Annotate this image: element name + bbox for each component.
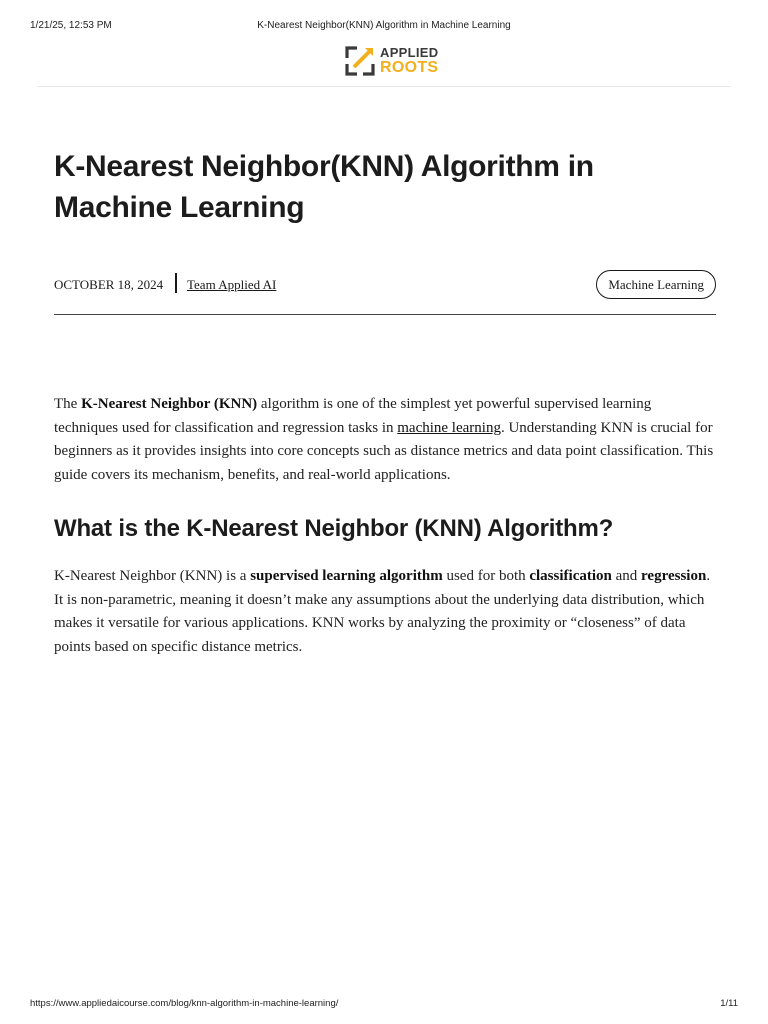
intro-paragraph [54,393,716,487]
article-meta [54,270,716,300]
intro-text-3: . Understanding KNN is crucial for beginners as it provides insights into core concepts such as distance metrics and data point classification. This guide covers its mechanism, benefits, and real-world applications. [54,419,714,483]
section-text-2: used for both [442,568,530,584]
section-bold-classification: classification [529,568,612,584]
print-datetime: 1/21/25, 12:53 PM [30,20,112,31]
machine-learning-link[interactable]: machine learning [397,419,501,436]
print-doc-title: K-Nearest Neighbor(KNN) Algorithm in Machine Learning [257,20,511,31]
section-heading: What is the K-Nearest Neighbor (KNN) Algorithm? [54,515,614,542]
section-paragraph [54,565,716,659]
article [54,146,716,659]
applied-roots-logo-icon [345,46,375,76]
section-text-1: K-Nearest Neighbor (KNN) is a [54,568,251,584]
publish-date: OCTOBER 18, 2024 [54,277,164,292]
section-text-4: . It is non-parametric, meaning it doesn’t make any assumptions about the underlying data distribution, which makes it versatile for various applications. KNN works by analyzing the proximity or “closeness” of data points based on specific distance metrics. [54,568,711,655]
print-footer [30,998,738,1010]
intro-bold-knn: K-Nearest Neighbor (KNN) [81,396,258,412]
category-badge[interactable]: Machine Learning [596,270,716,299]
article-title: K-Nearest Neighbor(KNN) Algorithm in Machine Learning [54,150,594,224]
section-text-3: and [611,568,642,584]
logo-line-2: ROOTS [380,59,439,76]
intro-text-1: The [54,396,82,412]
meta-divider [54,314,716,315]
author-link[interactable]: Team Applied AI [187,277,277,292]
intro-text-2: algorithm is one of the simplest yet powerful supervised learning techniques used for classification and regression tasks in [54,396,652,436]
print-url: https://www.appliedaicourse.com/blog/knn-algorithm-in-machine-learning/ [30,998,339,1009]
print-header [30,20,738,34]
logo-wordmark [380,45,438,75]
section-bold-regression: regression [641,568,707,584]
meta-separator [175,273,177,293]
header-divider [38,86,730,87]
section-bold-supervised: supervised learning algorithm [250,568,443,584]
site-logo[interactable] [345,44,455,80]
logo-line-1: APPLIED [380,45,439,60]
page-number: 1/11 [720,998,738,1009]
